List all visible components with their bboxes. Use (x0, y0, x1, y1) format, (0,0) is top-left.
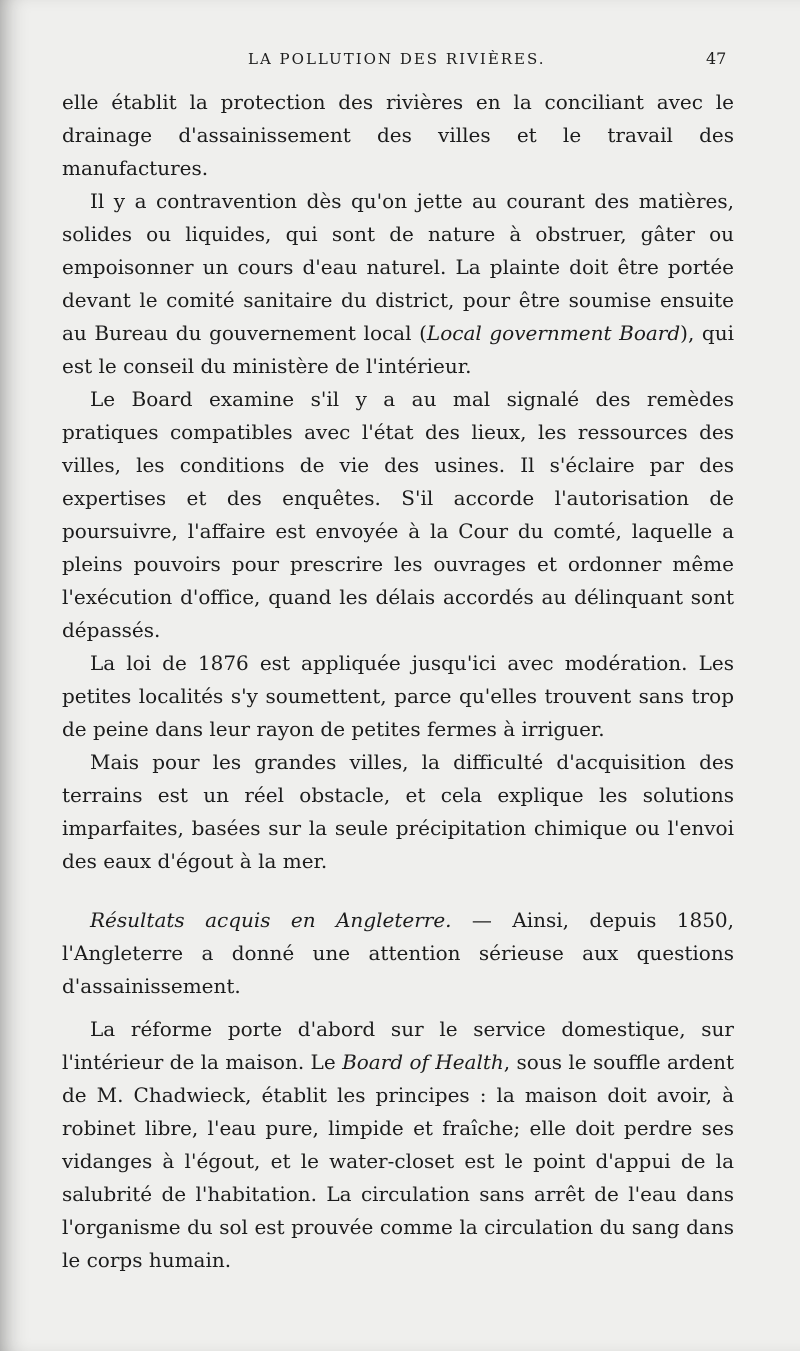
section-paragraph-text: — Ainsi, depuis 1850, l'Angleterre a donné une attention sérieuse aux questions d'assainissement. (62, 908, 734, 998)
paragraph-2-text-b: ), qui est le conseil du ministère de l'intérieur. (62, 321, 734, 378)
paragraph-4: La loi de 1876 est appliquée jusqu'ici avec modération. Les petites localités s'y soumettent, parce qu'elles trouvent sans trop de peine dans leur rayon de petites fermes à irriguer. (62, 651, 734, 741)
section-paragraph (62, 904, 734, 1003)
section-heading: Résultats acquis en Angleterre. (90, 908, 452, 932)
paragraph-5: Mais pour les grandes villes, la difficulté d'acquisition des terrains est un réel obstacle, et cela explique les solutions imparfaites, basées sur la seule précipitation chimique ou l'envoi des eaux d'égout à la mer. (62, 750, 734, 873)
paragraph-2 (62, 185, 734, 383)
paragraph-2-italic: Local government Board (426, 321, 681, 345)
paragraph-3: Le Board examine s'il y a au mal signalé des remèdes pratiques compatibles avec l'état des lieux, les ressources des villes, les conditions de vie des usines. Il s'éclaire par des expertises et des enquêtes. S'il accorde l'autorisation de poursuivre, l'affaire est envoyée à la Cour du comté, laquelle a pleins pouvoirs pour prescrire les ouvrages et ordonner même l'exécution d'office, quand les délais accordés au délinquant sont dépassés. (62, 387, 734, 642)
paragraph-7 (62, 1013, 734, 1277)
running-title: LA POLLUTION DES RIVIÈRES. (248, 50, 546, 68)
paragraph-7-text-b: , sous le souffle ardent de M. Chadwieck, établit les principes : la maison doit avoir, à robinet libre, l'eau pure, limpide et fraîche; elle doit perdre ses vidanges à l'égout, et le water-closet est le point d'appui de la salubrité de l'habitation. La circulation sans arrêt de l'eau dans l'organisme du sol est prouvée comme la circulation du sang dans le corps humain. (62, 1050, 734, 1272)
paragraph-7-italic: Board of Health (342, 1050, 504, 1074)
page-body (62, 86, 734, 1277)
paragraph-2-text-a: Il y a contravention dès qu'on jette au courant des matières, solides ou liquides, qui sont de nature à obstruer, gâter ou empoisonner un cours d'eau naturel. La plainte doit être portée devant le comité sanitaire du district, pour être soumise ensuite au Bureau du gouvernement local ( (62, 189, 734, 345)
paragraph-1: elle établit la protection des rivières en la conciliant avec le drainage d'assainissement des villes et le travail des manufactures. (62, 90, 734, 180)
page-number: 47 (706, 49, 727, 68)
paragraph-7-text-a: La réforme porte d'abord sur le service domestique, sur l'intérieur de la maison. Le (62, 1017, 734, 1074)
